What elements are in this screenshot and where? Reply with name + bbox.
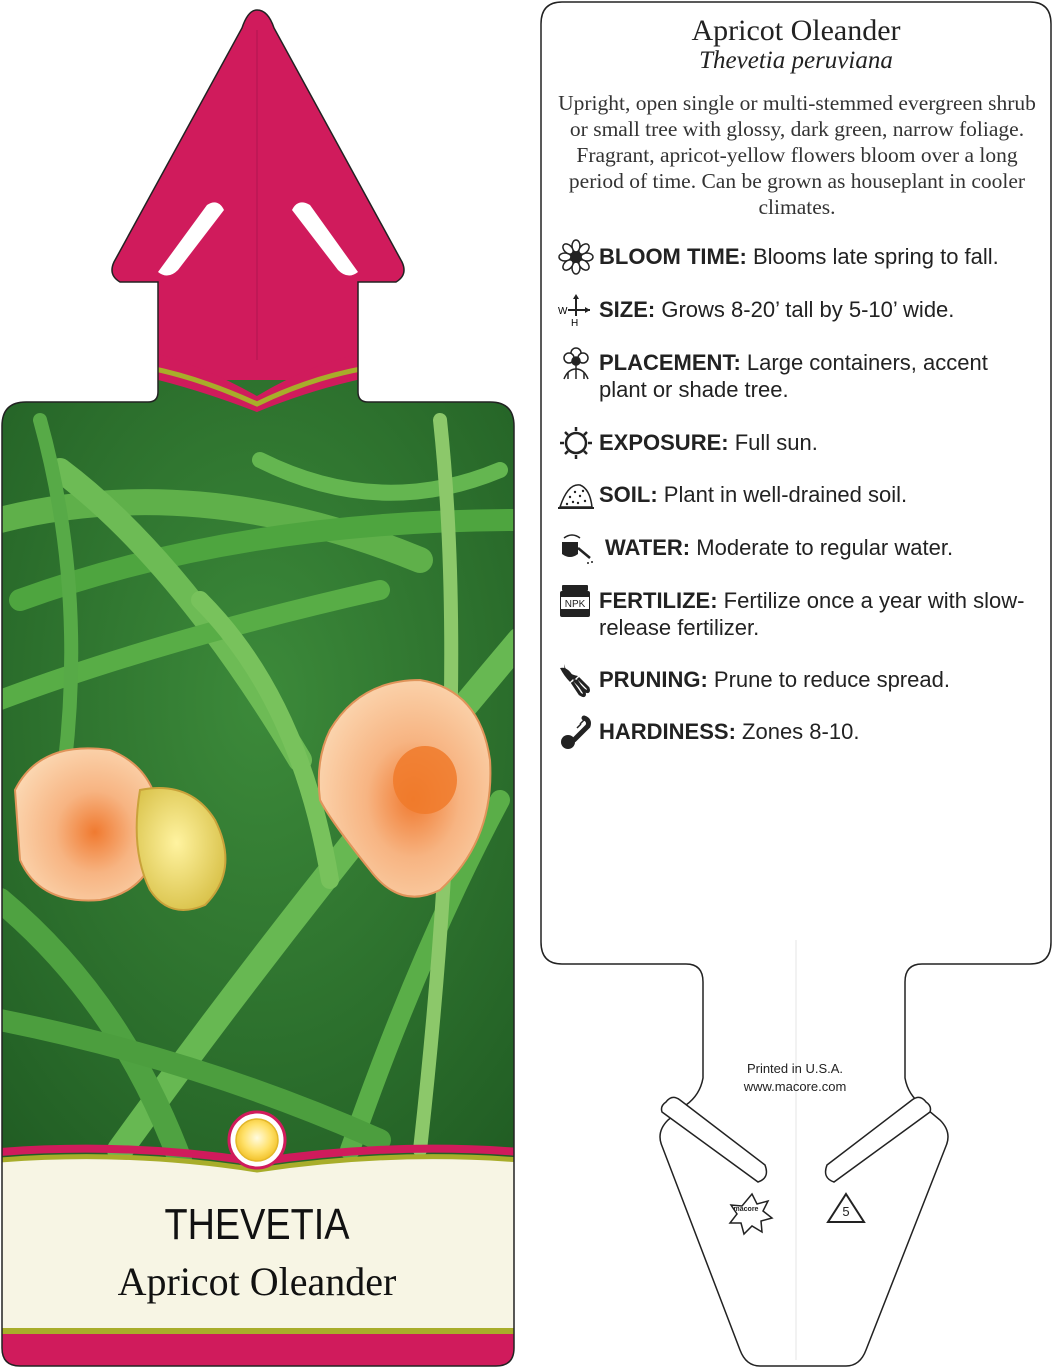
- sun-icon: [558, 425, 594, 461]
- care-text: Blooms late spring to fall.: [753, 244, 999, 269]
- care-text: Large containers, accent plant or shade tree.: [599, 350, 988, 402]
- care-text: Fertilize once a year with slow-release fertilizer.: [599, 588, 1025, 640]
- care-label: PRUNING:: [599, 667, 708, 692]
- macore-mark-text: macore: [733, 1206, 759, 1213]
- care-text: Zones 8-10.: [742, 719, 860, 744]
- front-common-name: Apricot Oleander: [117, 1259, 397, 1304]
- care-text: Full sun.: [734, 430, 818, 455]
- care-label: HARDINESS:: [599, 719, 736, 744]
- care-label: SOIL:: [599, 482, 658, 507]
- care-label: EXPOSURE:: [599, 430, 729, 455]
- care-text: Grows 8-20’ tall by 5-10’ wide.: [661, 297, 955, 322]
- npk-label: NPK: [564, 599, 586, 610]
- flower-icon: [558, 239, 594, 275]
- recycle-code: 5: [842, 1204, 850, 1219]
- watering-can-icon: [558, 530, 594, 566]
- plant-description: Upright, open single or multi-stemmed evergreen shrub or small tree with glossy, dark green, narrow foliage. Fragrant, apricot-yellow flowers bloom over a long period of time. Can be grown as houseplant in cooler climates.: [558, 91, 1036, 219]
- size-h-label: H: [571, 318, 579, 328]
- website: www.macore.com: [743, 1079, 847, 1094]
- printed-in: Printed in U.S.A.: [746, 1061, 844, 1076]
- pruners-icon: [558, 662, 594, 698]
- fertilizer-icon: [558, 583, 594, 619]
- care-label: SIZE:: [599, 297, 656, 322]
- size-icon: [558, 292, 594, 328]
- care-label: PLACEMENT:: [599, 350, 741, 375]
- back-title: Apricot Oleander: [691, 14, 901, 47]
- size-w-label: W: [558, 306, 568, 317]
- care-text: Plant in well-drained soil.: [663, 482, 908, 507]
- front-genus: THEVETIA: [164, 1200, 350, 1249]
- care-label: WATER:: [605, 535, 691, 560]
- care-label: FERTILIZE:: [599, 588, 718, 613]
- care-label: BLOOM TIME:: [599, 244, 747, 269]
- thermometer-icon: [558, 714, 594, 750]
- placement-icon: [558, 345, 594, 381]
- care-text: Moderate to regular water.: [696, 535, 954, 560]
- care-text: Prune to reduce spread.: [713, 667, 950, 692]
- scientific-name: Thevetia peruviana: [699, 47, 893, 74]
- soil-icon: [558, 477, 594, 513]
